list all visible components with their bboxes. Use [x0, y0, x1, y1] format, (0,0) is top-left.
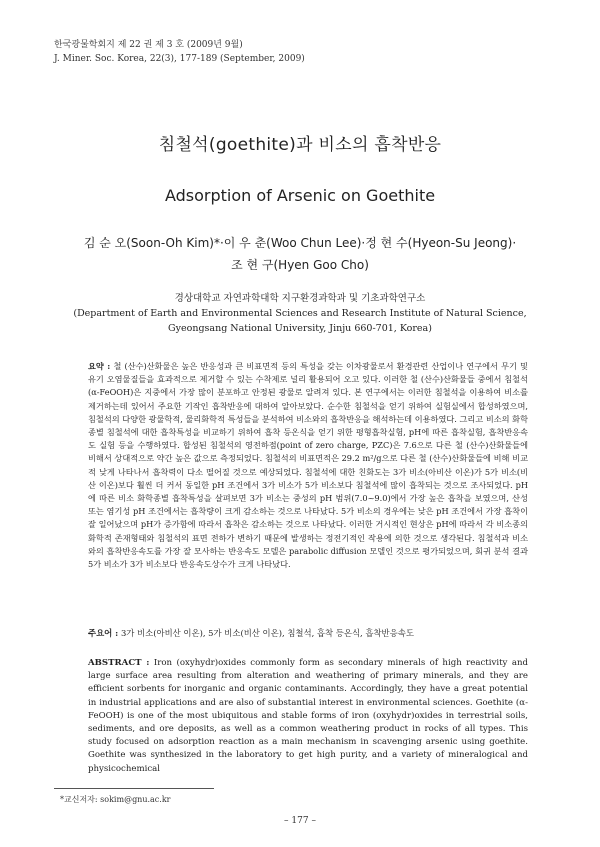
journal-korean-line: 한국광물학회지 제 22 권 제 3 호 (2009년 9월)	[54, 40, 243, 50]
author-list	[40, 232, 560, 276]
abstract-korean-label: 요약 :	[88, 361, 111, 371]
authors-line-1: 김 순 오(Soon-Oh Kim)*·이 우 춘(Woo Chun Lee)·정 현 수(Hyeon-Su Jeong)·	[83, 236, 517, 250]
title-english: Adsorption of Arsenic on Goethite	[164, 186, 436, 205]
keywords-text: 3가 비소(아비산 이온), 5가 비소(비산 이온), 침철석, 흡착 등온식, 흡착반응속도	[120, 628, 414, 638]
affiliation-english-2: Gyeongsang National University, Jinju 660-701, Korea)	[168, 323, 432, 334]
abstract-english	[88, 657, 528, 776]
keywords-label: 주요어 :	[88, 628, 119, 638]
affiliation-korean: 경상대학교 자연과학대학 지구환경과학과 및 기초과학연구소	[174, 293, 426, 304]
abstract-english-label: ABSTRACT :	[88, 658, 150, 668]
affiliation-english-1: (Department of Earth and Environmental Sciences and Research Institute of Natural Science,	[73, 308, 527, 319]
abstract-korean-text: 철 (산수)산화물은 높은 반응성과 큰 비표면적 등의 특성을 갖는 이차광물로서 환경관련 산업이나 연구에서 무기 및 유기 오염물질들을 효과적으로 제거할 수 있는 수착제로 널리 활용되어 오고 있다. 이러한 철 (산수)산화물들 중에서 침철석(α-FeOOH)은 지중에서 가장 많이 분포하고 안정된 광물로 알려져 있다. 본 연구에서는 이러한 침철석을 이용하여 비소를 제거하는데 있어서 주요한 기작인 흡착반응에 대하여 알아보았다. 순수한 침철석을 얻기 위하여 실험실에서 합성하였으며, 침철석의 다양한 광물학적, 물리화학적 특성들을 분석하여 비소와의 흡착반응을 해석하는데 이용하였다. 그리고 비소의 화학종별 침철석에 대한 흡착특성을 비교하기 위하여 흡착 등온식을 얻기 위한 평형흡착실험, pH에 따른 흡착실험, 흡착반응속도 실험 등을 수행하였다. 합성된 침철석의 영전하점(point of zero charge, PZC)은 7.6으로 다른 철 (산수)산화물들에 비해서 상대적으로 약간 높은 값으로 측정되었다. 침철석의 비표면적은 29.2 m²/g으로 다른 철 (산수)산화물들에 비해 비교적 낮게 나타나서 흡착력이 다소 떨어질 것으로 예상되었다. 침철석에 대한 친화도는 3가 비소(아비산 이온)가 5가 비소(비산 이온)보다 훨씬 더 커서 동일한 pH 조건에서 3가 비소가 5가 비소보다 침철석에 많이 흡착되는 것으로 조사되었다. pH에 따른 비소 화학종별 흡착특성을 살펴보면 3가 비소는 중성의 pH 범위(7.0~9.0)에서 가장 높은 흡착을 보였으며, 산성 또는 염기성 pH 조건에서는 흡착량이 크게 감소하는 것으로 나타났다. 5가 비소의 경우에는 낮은 pH 조건에서 가장 흡착이 잘 일어났으며 pH가 증가함에 따라서 흡착은 감소하는 것으로 나타났다. 이러한 거시적인 현상은 pH에 따라서 각 비소종의 화학적 존재형태와 침철석의 표면 전하가 변하기 때문에 발생하는 정전기적인 작용에 의한 것으로 생각된다. 침철석과 비소와의 흡착반응속도를 가장 잘 모사하는 반응속도 모델은 parabolic diffusion 모델인 것으로 평가되었으며, 회귀 분석 결과 5가 비소가 3가 비소보다 반응속도상수가 크게 나타났다.	[88, 361, 528, 570]
page-number: – 177 –	[284, 816, 316, 826]
abstract-english-text: Iron (oxyhydr)oxides commonly form as secondary minerals of high reactivity and large surface area resulting from alteration and weathering of primary minerals, and they are efficient sorbents for inorganic and organic contaminants. Accordingly, they have a great potential in industrial applications and are also of substantial interest in environmental sciences. Goethite (α-FeOOH) is one of the most ubiquitous and stable forms of iron (oxyhydr)oxides in terrestrial soils, sediments, and ore deposits, as well as a common weathering product in rocks of all types. This study focused on adsorption reaction as a main mechanism in scavenging arsenic using goethite. Goethite was synthesized in the laboratory to get high purity, and a variety of mineralogical and physicochemical	[88, 658, 528, 774]
journal-header	[54, 38, 305, 66]
authors-line-2: 조 현 구(Hyen Goo Cho)	[231, 258, 369, 272]
title-korean: 침철석(goethite)과 비소의 흡착반응	[158, 135, 442, 155]
keywords-korean	[88, 627, 528, 640]
footnote-divider	[54, 788, 214, 789]
journal-english-line: J. Miner. Soc. Korea, 22(3), 177-189 (September, 2009)	[54, 54, 305, 64]
abstract-korean	[88, 360, 528, 571]
footnote-corresponding-author: *교신저자: sokim@gnu.ac.kr	[60, 795, 171, 804]
affiliation	[60, 291, 540, 336]
